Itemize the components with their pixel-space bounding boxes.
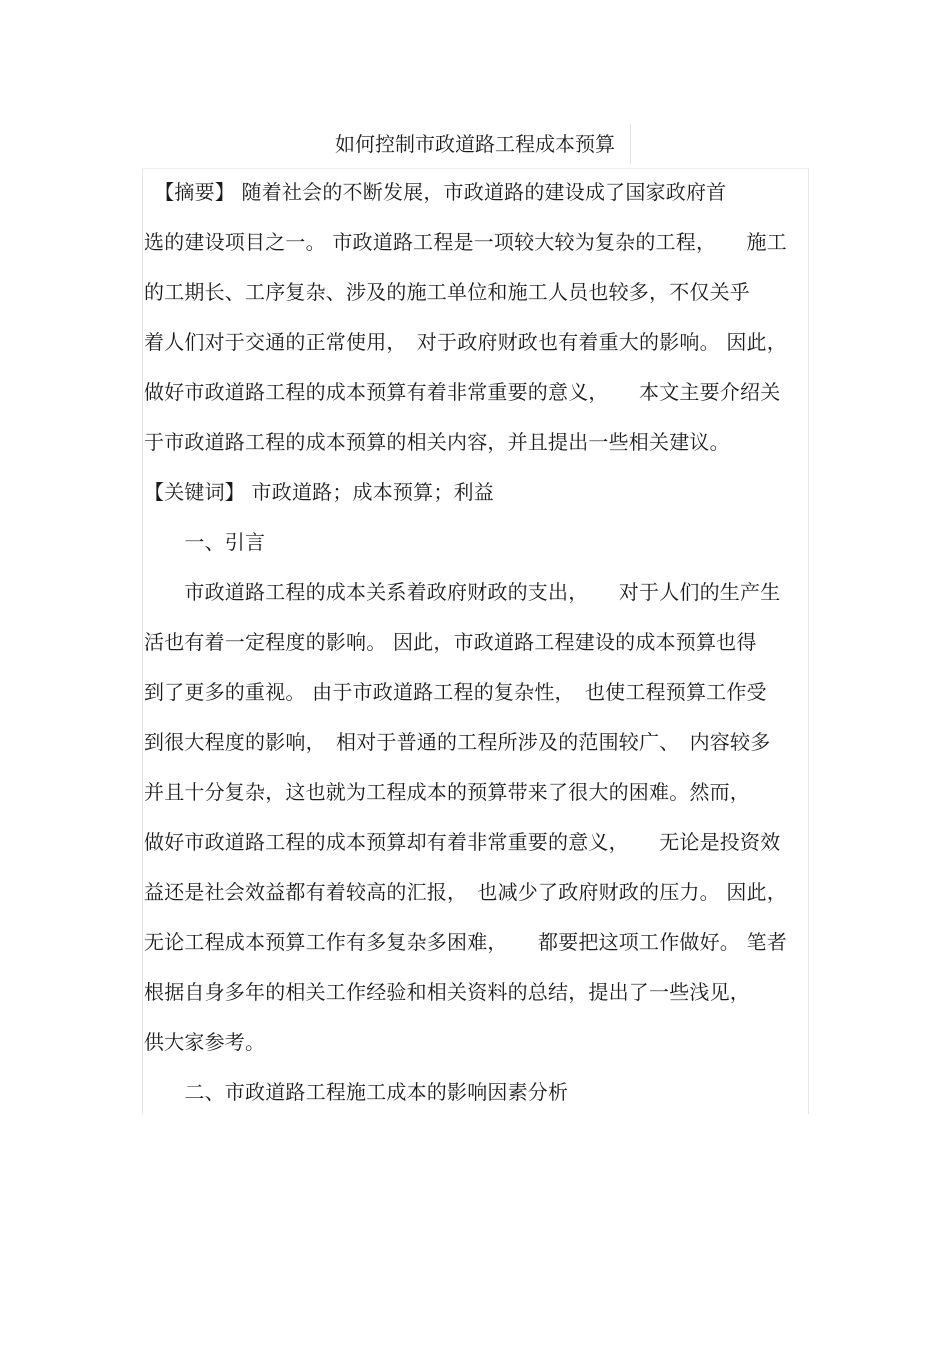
body-line: 到很大程度的影响， 相对于普通的工程所涉及的范围较广、 内容较多 [144, 730, 771, 754]
body-line: 供大家参考。 [144, 1030, 266, 1054]
abstract-line: 着人们对于交通的正常使用， 对于政府财政也有着重大的影响。 因此， [144, 330, 787, 354]
body-line: 根据自身多年的相关工作经验和相关资料的总结，提出了一些浅见， [144, 980, 750, 1004]
keywords-line: 【关键词】 市政道路；成本预算；利益 [144, 480, 494, 504]
abstract-line: 于市政道路工程的成本预算的相关内容，并且提出一些相关建议。 [144, 430, 730, 454]
body-line: 活也有着一定程度的影响。 因此，市政道路工程建设的成本预算也得 [144, 630, 757, 654]
body-line: 做好市政道路工程的成本预算却有着非常重要的意义， 无论是投资效 [144, 830, 781, 854]
body-line: 益还是社会效益都有着较高的汇报， 也减少了政府财政的压力。 因此， [144, 880, 787, 904]
abstract-line: 选的建设项目之一。 市政道路工程是一项较大较为复杂的工程， 施工 [144, 230, 787, 254]
section-heading: 二、市政道路工程施工成本的影响因素分析 [144, 1080, 569, 1104]
body-line: 到了更多的重视。 由于市政道路工程的复杂性， 也使工程预算工作受 [144, 680, 767, 704]
section-heading: 一、引言 [144, 530, 266, 554]
abstract-line: 的工期长、工序复杂、涉及的施工单位和施工人员也较多，不仅关乎 [144, 280, 750, 304]
abstract-line: 【摘要】 随着社会的不断发展，市政道路的建设成了国家政府首 [144, 180, 727, 204]
body-line: 并且十分复杂，这也就为工程成本的预算带来了很大的困难。然而， [144, 780, 750, 804]
body-line: 市政道路工程的成本关系着政府财政的支出， 对于人们的生产生 [144, 580, 781, 604]
body-line: 无论工程成本预算工作有多复杂多困难， 都要把这项工作做好。 笔者 [144, 930, 787, 954]
abstract-line: 做好市政道路工程的成本预算有着非常重要的意义， 本文主要介绍关 [144, 380, 781, 404]
document-title: 如何控制市政道路工程成本预算 [335, 132, 615, 156]
